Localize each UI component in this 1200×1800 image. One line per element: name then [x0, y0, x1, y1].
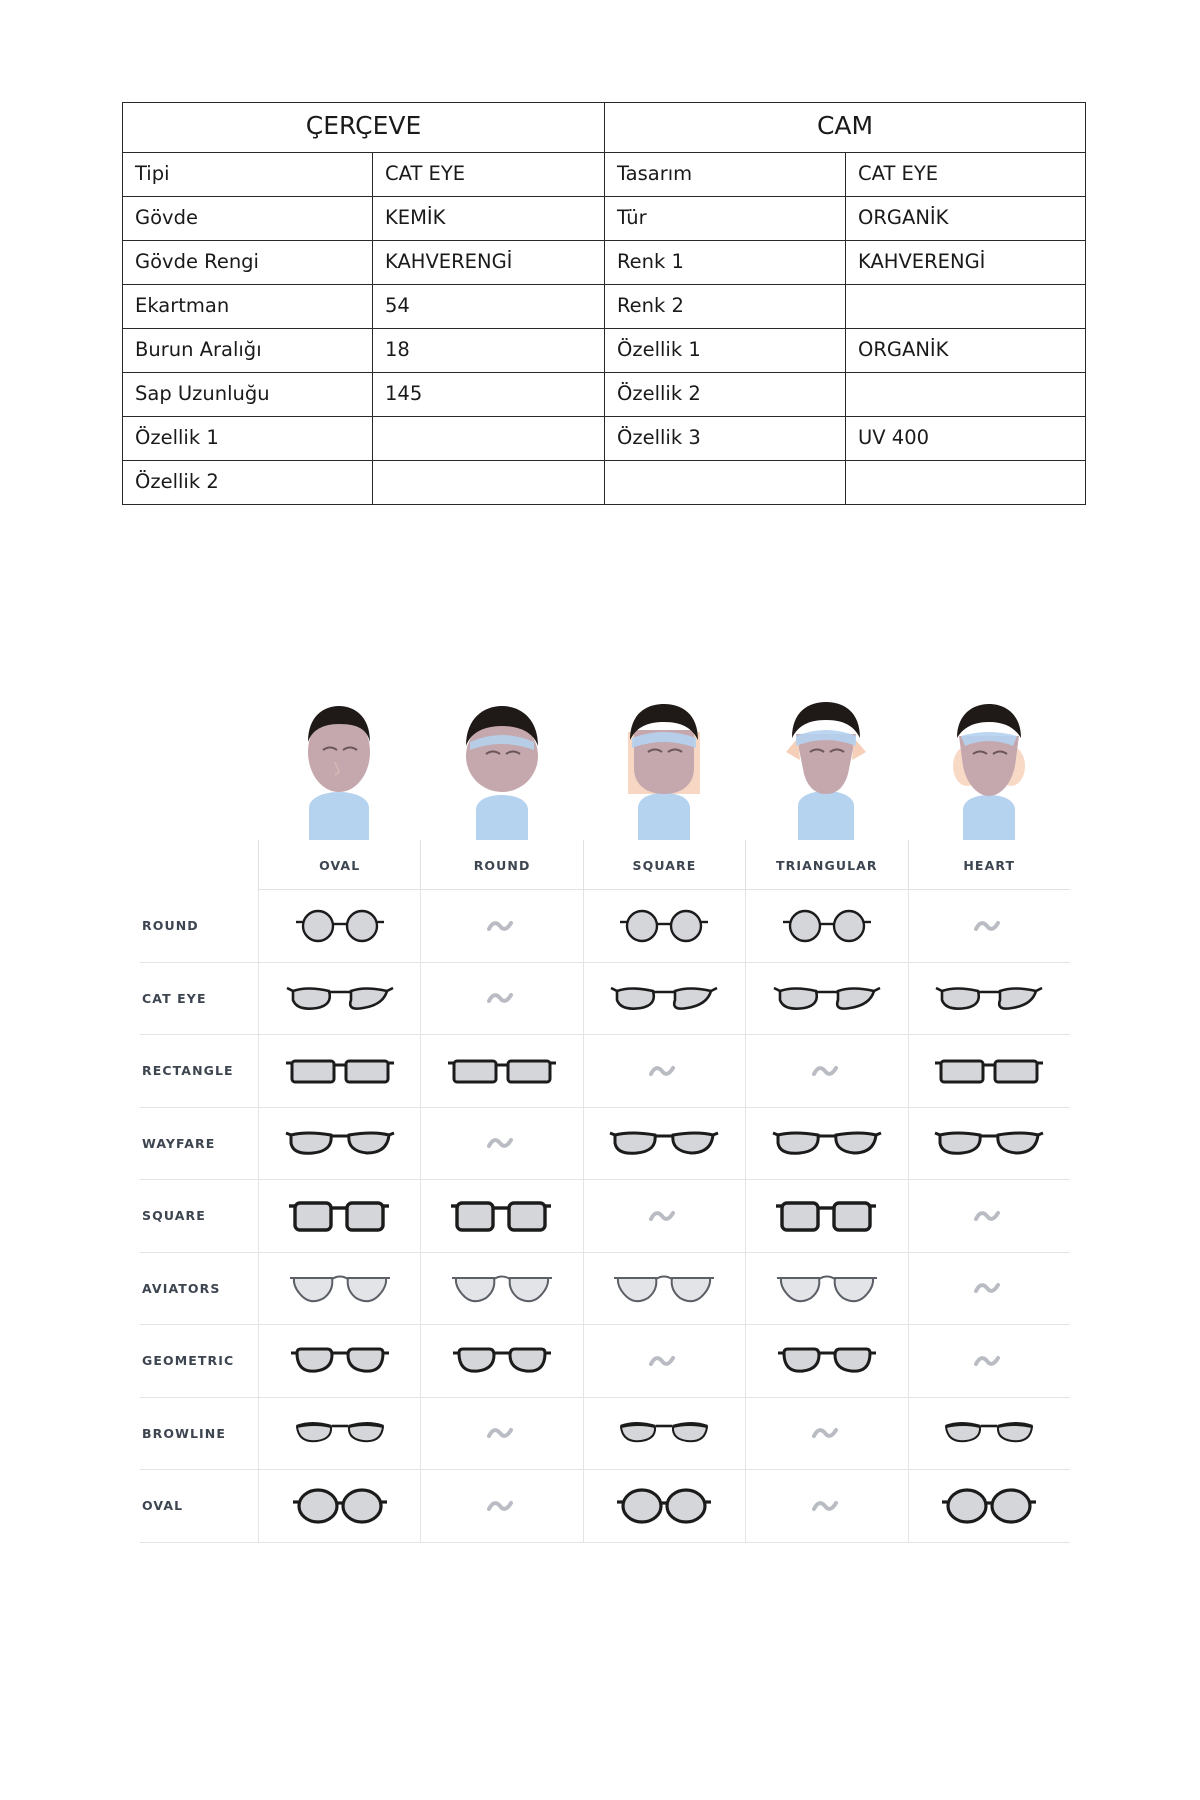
frame-style-label-browline: BROWLINE	[142, 1425, 226, 1441]
row-value-lens-type: ORGANİK	[846, 197, 1086, 241]
face-frame-chart	[140, 690, 1070, 1543]
row-label-temple-length: Sap Uzunluğu	[123, 373, 373, 417]
row-label-lens-color1: Renk 1	[605, 241, 846, 285]
face-triangular-icon	[745, 690, 907, 840]
chart-cell	[420, 890, 582, 962]
frame-style-label-cat-eye: CAT EYE	[142, 990, 207, 1006]
chart-row-rectangle	[140, 1035, 1070, 1108]
chart-cell	[420, 1180, 582, 1252]
table-row	[123, 241, 1086, 285]
chart-cell	[908, 963, 1070, 1035]
table-row	[123, 197, 1086, 241]
face-round-icon	[420, 690, 582, 840]
chart-cell	[583, 963, 745, 1035]
face-shape-label-row	[258, 840, 1070, 890]
row-label-lens-feature3: Özellik 3	[605, 417, 846, 461]
chart-cell	[745, 1325, 907, 1397]
chart-cell	[420, 1398, 582, 1470]
group-header-frame: ÇERÇEVE	[123, 103, 605, 153]
chart-cell	[258, 1108, 420, 1180]
chart-cell	[908, 1325, 1070, 1397]
face-shape-label-square: SQUARE	[583, 840, 745, 889]
chart-cell	[420, 1325, 582, 1397]
chart-cell	[258, 1398, 420, 1470]
table-row	[123, 373, 1086, 417]
frame-style-label-rectangle: RECTANGLE	[142, 1063, 234, 1079]
row-label-frame-color: Gövde Rengi	[123, 241, 373, 285]
row-label-frame-body: Gövde	[123, 197, 373, 241]
chart-row-round	[140, 890, 1070, 963]
chart-cell	[745, 963, 907, 1035]
table-header-row	[123, 103, 1086, 153]
row-label-frame-feature2: Özellik 2	[123, 461, 373, 505]
chart-cell	[258, 890, 420, 962]
row-value-frame-feature2	[373, 461, 605, 505]
chart-cell	[745, 1108, 907, 1180]
chart-row-geometric	[140, 1325, 1070, 1398]
chart-row-aviators	[140, 1253, 1070, 1326]
table-row	[123, 417, 1086, 461]
chart-cell	[420, 963, 582, 1035]
frame-style-label-geometric: GEOMETRIC	[142, 1353, 235, 1369]
chart-cell	[908, 1253, 1070, 1325]
chart-cell	[420, 1470, 582, 1542]
chart-cell	[745, 1180, 907, 1252]
row-value-frame-body: KEMİK	[373, 197, 605, 241]
row-label-lens-feature1: Özellik 1	[605, 329, 846, 373]
chart-row-wayfare	[140, 1108, 1070, 1181]
row-value-frame-type: CAT EYE	[373, 153, 605, 197]
chart-cell	[583, 890, 745, 962]
row-value-lens-width: 54	[373, 285, 605, 329]
chart-row-oval	[140, 1470, 1070, 1543]
row-value-empty	[846, 461, 1086, 505]
chart-cell	[258, 1325, 420, 1397]
frame-style-label-round: ROUND	[142, 918, 199, 934]
chart-row-square	[140, 1180, 1070, 1253]
table-row	[123, 153, 1086, 197]
row-value-lens-feature2	[846, 373, 1086, 417]
row-label-frame-type: Tipi	[123, 153, 373, 197]
group-header-lens: CAM	[605, 103, 1086, 153]
row-label-lens-design: Tasarım	[605, 153, 846, 197]
chart-cell	[745, 1253, 907, 1325]
frame-style-label-square: SQUARE	[142, 1208, 206, 1224]
row-label-bridge: Burun Aralığı	[123, 329, 373, 373]
chart-row-cat-eye	[140, 963, 1070, 1036]
chart-cell	[908, 1180, 1070, 1252]
chart-cell	[258, 1035, 420, 1107]
chart-cell	[908, 1035, 1070, 1107]
row-value-lens-color2	[846, 285, 1086, 329]
row-label-lens-width: Ekartman	[123, 285, 373, 329]
row-label-empty	[605, 461, 846, 505]
face-heart-icon	[908, 690, 1070, 840]
chart-cell	[583, 1470, 745, 1542]
frame-style-label-aviators: AVIATORS	[142, 1280, 221, 1296]
table-row	[123, 461, 1086, 505]
row-value-lens-feature1: ORGANİK	[846, 329, 1086, 373]
chart-cell	[745, 1398, 907, 1470]
chart-cell	[908, 1108, 1070, 1180]
chart-cell	[583, 1108, 745, 1180]
chart-cell	[908, 1470, 1070, 1542]
face-oval-icon	[258, 690, 420, 840]
chart-cell	[420, 1108, 582, 1180]
face-illustration-row	[258, 690, 1070, 840]
chart-cell	[745, 890, 907, 962]
chart-cell	[583, 1253, 745, 1325]
frame-style-label-wayfare: WAYFARE	[142, 1135, 216, 1151]
spec-table	[122, 102, 1086, 505]
chart-cell	[908, 890, 1070, 962]
face-shape-label-triangular: TRIANGULAR	[745, 840, 907, 889]
row-label-lens-color2: Renk 2	[605, 285, 846, 329]
chart-cell	[420, 1253, 582, 1325]
chart-cell	[583, 1325, 745, 1397]
face-shape-label-round: ROUND	[420, 840, 582, 889]
row-value-lens-feature3: UV 400	[846, 417, 1086, 461]
chart-cell	[258, 1180, 420, 1252]
frame-style-label-oval: OVAL	[142, 1498, 184, 1514]
chart-cell	[583, 1398, 745, 1470]
chart-cell	[583, 1035, 745, 1107]
chart-cell	[745, 1035, 907, 1107]
row-value-lens-color1: KAHVERENGİ	[846, 241, 1086, 285]
row-value-frame-feature1	[373, 417, 605, 461]
face-shape-label-heart: HEART	[908, 840, 1070, 889]
row-label-lens-type: Tür	[605, 197, 846, 241]
spec-table-container	[122, 102, 1085, 505]
row-value-bridge: 18	[373, 329, 605, 373]
face-shape-label-oval: OVAL	[258, 840, 420, 889]
chart-cell	[583, 1180, 745, 1252]
row-label-frame-feature1: Özellik 1	[123, 417, 373, 461]
face-square-icon	[583, 690, 745, 840]
chart-cell	[420, 1035, 582, 1107]
chart-cell	[258, 963, 420, 1035]
chart-cell	[258, 1253, 420, 1325]
row-value-lens-design: CAT EYE	[846, 153, 1086, 197]
chart-cell	[745, 1470, 907, 1542]
table-row	[123, 285, 1086, 329]
chart-cell	[258, 1470, 420, 1542]
row-label-lens-feature2: Özellik 2	[605, 373, 846, 417]
row-value-temple-length: 145	[373, 373, 605, 417]
chart-cell	[908, 1398, 1070, 1470]
chart-row-browline	[140, 1398, 1070, 1471]
row-value-frame-color: KAHVERENGİ	[373, 241, 605, 285]
table-row	[123, 329, 1086, 373]
